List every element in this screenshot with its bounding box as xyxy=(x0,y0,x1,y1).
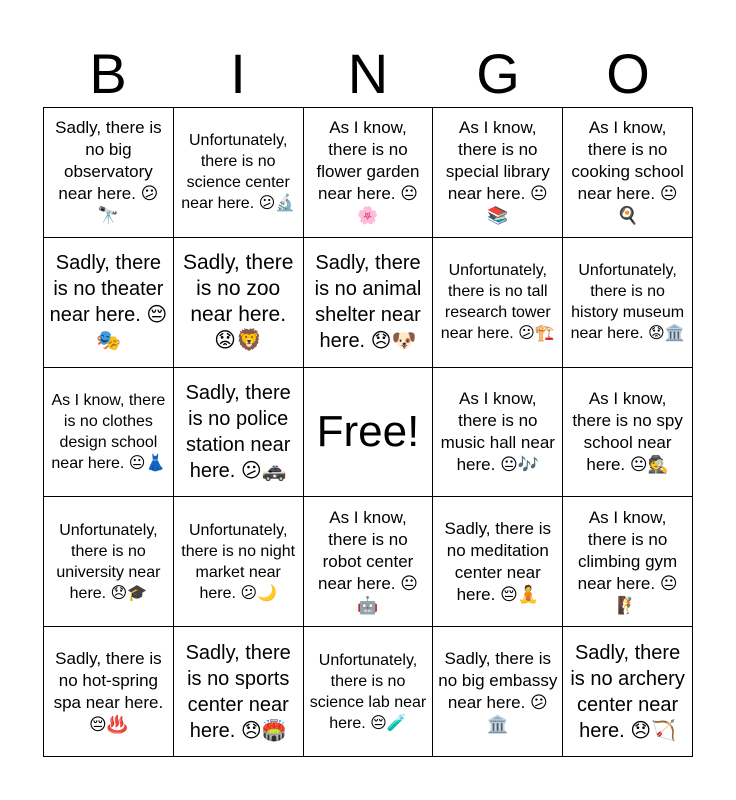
bingo-grid xyxy=(43,107,693,757)
header-letter-o: O xyxy=(606,42,650,105)
header-letter-g: G xyxy=(476,42,520,105)
cell-text: Sadly, there is no hot-spring spa near here. 😔♨️ xyxy=(53,648,164,734)
bingo-cell[interactable] xyxy=(174,497,304,627)
cell-text: As I know, there is no climbing gym near here. 😐🧗 xyxy=(577,507,678,615)
bingo-cell[interactable] xyxy=(563,238,693,368)
cell-text: As I know, there is no robot center near here. 😐🤖 xyxy=(318,507,418,615)
header-letter-b: B xyxy=(89,42,127,105)
bingo-cell[interactable] xyxy=(433,368,563,498)
bingo-cell[interactable] xyxy=(174,238,304,368)
bingo-cell[interactable] xyxy=(433,627,563,757)
bingo-cell[interactable] xyxy=(44,108,174,238)
cell-text: Sadly, there is no police station near here. 😕🚓 xyxy=(185,381,291,482)
bingo-cell[interactable] xyxy=(44,627,174,757)
cell-text: Unfortunately, there is no university near here. 😞🎓 xyxy=(56,521,161,602)
cell-text: As I know, there is no cooking school near here. 😐🍳 xyxy=(571,118,684,226)
bingo-cell[interactable] xyxy=(433,108,563,238)
bingo-cell[interactable] xyxy=(563,497,693,627)
cell-text: As I know, there is no spy school near here. 😐🕵️ xyxy=(572,388,683,474)
bingo-cell[interactable] xyxy=(174,627,304,757)
cell-text: Sadly, there is no big observatory near here. 😕🔭 xyxy=(55,118,162,226)
cell-text: Sadly, there is no big embassy near here. 😕🏛️ xyxy=(438,648,558,734)
cell-text: As I know, there is no flower garden near here. 😐🌸 xyxy=(316,118,420,226)
cell-text: As I know, there is no music hall near here. 😐🎶 xyxy=(440,388,555,474)
cell-text: Sadly, there is no sports center near here. 😞🏟️ xyxy=(185,641,291,742)
bingo-cell[interactable] xyxy=(433,238,563,368)
bingo-cell[interactable] xyxy=(44,497,174,627)
cell-text: Sadly, there is no animal shelter near here. 😞🐶 xyxy=(314,252,422,353)
free-space-text: Free! xyxy=(316,406,420,456)
header-letter-i: I xyxy=(230,42,246,105)
bingo-cell[interactable] xyxy=(174,108,304,238)
cell-text: Unfortunately, there is no science lab near here. 😔🧪 xyxy=(309,651,427,732)
cell-text: Sadly, there is no archery center near here. 😞🏹 xyxy=(570,641,685,742)
bingo-cell[interactable] xyxy=(304,108,434,238)
bingo-cell[interactable] xyxy=(44,238,174,368)
cell-text: Sadly, there is no theater near here. 😔🎭 xyxy=(49,252,168,353)
cell-text: Unfortunately, there is no science center near here. 😕🔬 xyxy=(181,132,296,213)
header-letter-n: N xyxy=(347,42,389,105)
cell-text: As I know, there is no clothes design school near here. 😐👗 xyxy=(51,391,166,472)
bingo-cell[interactable] xyxy=(563,368,693,498)
bingo-cell[interactable] xyxy=(433,497,563,627)
cell-text: Sadly, there is no meditation center near here. 😔🧘 xyxy=(444,518,552,604)
cell-text: Unfortunately, there is no night market near here. 😕🌙 xyxy=(181,521,296,602)
cell-text: As I know, there is no special library near here. 😐📚 xyxy=(445,118,550,226)
bingo-cell[interactable] xyxy=(563,108,693,238)
bingo-cell[interactable] xyxy=(304,627,434,757)
cell-text: Sadly, there is no zoo near here. 😟🦁 xyxy=(182,251,294,353)
free-space-cell[interactable] xyxy=(304,368,434,498)
cell-text: Unfortunately, there is no tall research tower near here. 😕🏗️ xyxy=(440,262,555,343)
bingo-cell[interactable] xyxy=(174,368,304,498)
bingo-cell[interactable] xyxy=(563,627,693,757)
bingo-cell[interactable] xyxy=(304,238,434,368)
cell-text: Unfortunately, there is no history museum near here. 😟🏛️ xyxy=(570,262,685,343)
bingo-header xyxy=(43,40,693,108)
bingo-cell[interactable] xyxy=(304,497,434,627)
bingo-cell[interactable] xyxy=(44,368,174,498)
